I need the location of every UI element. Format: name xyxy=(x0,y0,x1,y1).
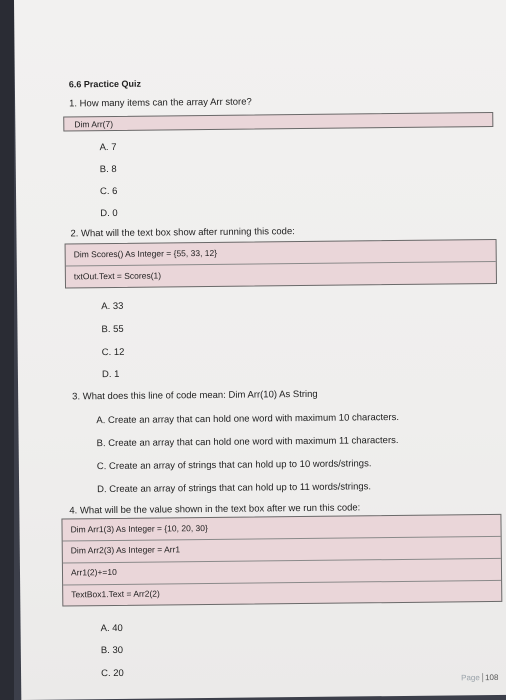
question-1: 1. How many items can the array Arr store? xyxy=(69,96,252,110)
code-line: txtOut.Text = Scores(1) xyxy=(73,270,162,282)
q4-option-c: C. 20 xyxy=(101,667,124,680)
q1-option-a: A. 7 xyxy=(99,141,117,154)
code-box-q2 xyxy=(65,239,497,289)
code-line: Arr1(2)+=10 xyxy=(70,566,117,578)
page-number: 108 xyxy=(482,673,498,682)
section-title: 6.6 Practice Quiz xyxy=(68,78,141,90)
q3-option-c: C. Create an array of strings that can hold up to 10 words/strings. xyxy=(96,458,372,473)
question-2: 2. What will the text box show after running this code: xyxy=(70,226,295,240)
q3-option-a: A. Create an array that can hold one word with maximum 10 characters. xyxy=(96,411,400,427)
code-box-q4 xyxy=(61,514,502,607)
code-divider xyxy=(63,558,501,564)
q4-option-a: A. 40 xyxy=(100,622,123,635)
code-line: TextBox1.Text = Arr2(2) xyxy=(71,588,160,600)
q2-option-c: C. 12 xyxy=(101,346,125,359)
page-footer xyxy=(461,673,498,682)
code-line: Dim Arr(7) xyxy=(74,118,114,130)
q3-option-b: B. Create an array that can hold one word with maximum 11 characters. xyxy=(96,434,399,450)
code-divider xyxy=(63,536,501,542)
code-box-q1 xyxy=(63,112,493,132)
page-shadow xyxy=(0,0,14,700)
code-divider xyxy=(63,580,501,586)
code-divider xyxy=(66,261,496,267)
code-line: Dim Arr2(3) As Integer = Arr1 xyxy=(70,544,181,556)
code-line: Dim Arr1(3) As Integer = {10, 20, 30} xyxy=(70,522,208,535)
document-page xyxy=(14,0,506,700)
q2-option-b: B. 55 xyxy=(101,323,124,336)
question-4: 4. What will be the value shown in the text box after we run this code: xyxy=(69,502,361,517)
q2-option-d: D. 1 xyxy=(101,368,120,381)
q1-option-b: B. 8 xyxy=(99,163,117,176)
q4-option-b: B. 30 xyxy=(100,644,124,657)
q1-option-c: C. 6 xyxy=(99,185,118,198)
q1-option-d: D. 0 xyxy=(100,207,118,220)
q2-option-a: A. 33 xyxy=(101,300,124,313)
question-3: 3. What does this line of code mean: Dim Arr(10) As String xyxy=(72,388,318,403)
q3-option-d: D. Create an array of strings that can hold up to 11 words/strings. xyxy=(97,481,372,496)
page-label: Page xyxy=(461,673,480,683)
code-line: Dim Scores() As Integer = {55, 33, 12} xyxy=(73,247,218,260)
